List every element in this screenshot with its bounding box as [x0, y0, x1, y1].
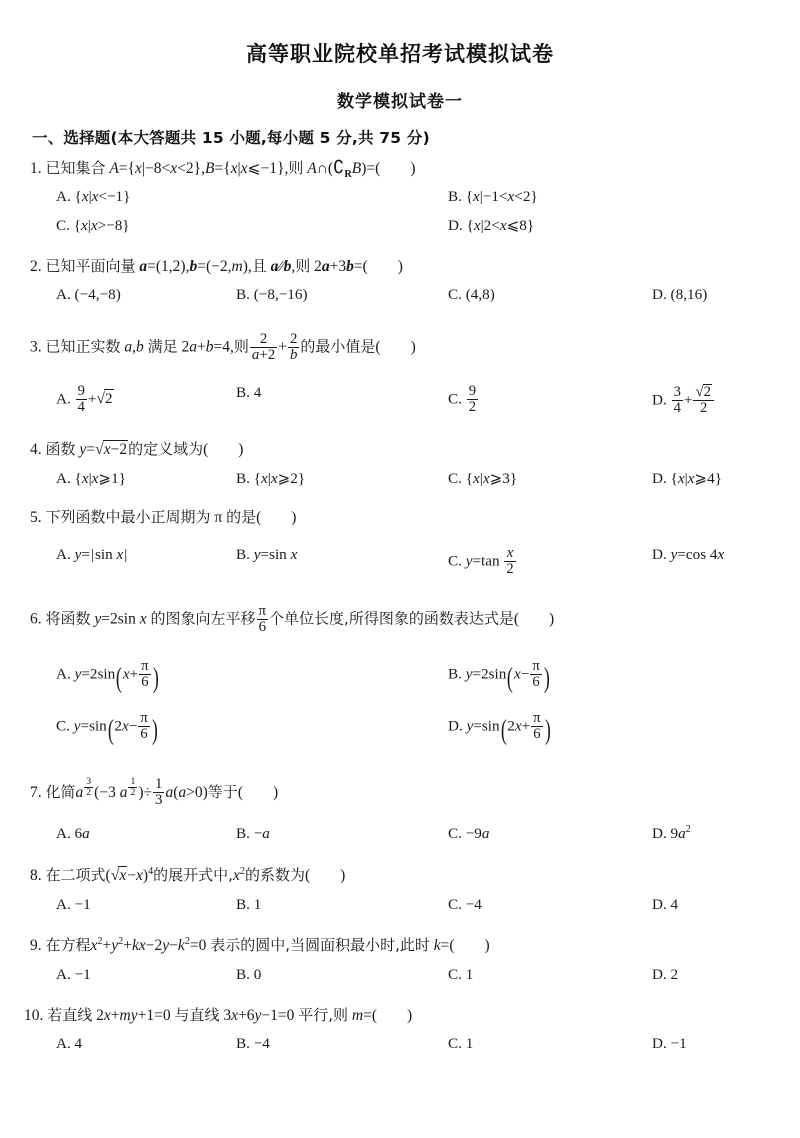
option-c[interactable]: C. −9a: [448, 824, 490, 842]
question-4-number: 4.: [30, 440, 42, 458]
option-c[interactable]: C. 1: [448, 1035, 474, 1053]
option-d[interactable]: D. $9a^2$: [652, 823, 691, 842]
option-b[interactable]: B. y=2sin(x− $\frac{\pi}{6}$ ): [448, 657, 550, 694]
option-c[interactable]: C. $\frac{9}{2}$: [448, 382, 477, 415]
question-10: [0, 1007, 800, 1066]
option-a[interactable]: A. y=2sin(x+ $\frac{\pi}{6}$ ): [56, 657, 159, 694]
question-10-stem: 10. 若直线 2x+my+1=0 与直线 3x+6y−1=0 平行,则 m=( ): [24, 1005, 413, 1024]
option-a[interactable]: A. $\frac{9}{4}$ +√2: [56, 382, 113, 415]
question-6-number: 6.: [30, 610, 42, 628]
option-c[interactable]: C. (4,8): [448, 286, 495, 304]
option-a[interactable]: A. {x|x⩾1}: [56, 469, 127, 487]
question-6-options: [56, 659, 800, 711]
question-7-options: [56, 825, 800, 855]
option-d[interactable]: D. $\frac{3}{4}$ + $\frac{√2}{2}$: [652, 384, 715, 416]
option-a[interactable]: A. 4: [56, 1035, 83, 1053]
exam-paper-page: [0, 38, 800, 1138]
question-9-number: 9.: [30, 936, 42, 954]
option-c[interactable]: C. y=tan $\frac{x}{2}$: [448, 544, 514, 577]
question-1-stem: 1. 已知集合 A={x|−8<x<2},B={x|x⩽−1},则 $A\cap(∁_RB)=$( ): [30, 157, 416, 181]
option-a[interactable]: A. 6a: [56, 824, 90, 842]
question-5-options: [56, 546, 800, 586]
question-1-number: 1.: [30, 160, 42, 177]
option-a[interactable]: A. y=|sin x|: [56, 545, 128, 563]
option-b[interactable]: B. 4: [236, 383, 262, 401]
question-5-stem: 5. 下列函数中最小正周期为 π 的是( ): [30, 507, 297, 526]
question-8-number: 8.: [30, 866, 42, 884]
option-b[interactable]: B. −4: [236, 1035, 270, 1053]
question-2-options: [56, 286, 800, 316]
option-c[interactable]: C. y=sin(2x− $\frac{\pi}{6}$ ): [56, 709, 158, 746]
question-3: [0, 332, 800, 425]
page-subtitle: 数学模拟试卷一: [337, 92, 463, 112]
question-7-number: 7.: [30, 783, 42, 801]
question-7: [0, 777, 800, 855]
option-b[interactable]: B. 1: [236, 895, 262, 913]
question-5-number: 5.: [30, 508, 42, 526]
option-d[interactable]: D. (8,16): [652, 286, 708, 304]
option-d[interactable]: D. 2: [652, 965, 679, 983]
option-d[interactable]: D. y=cos 4x: [652, 545, 725, 563]
question-8-options: [56, 896, 800, 926]
option-c[interactable]: C. −4: [448, 895, 482, 913]
option-b[interactable]: B. −a: [236, 824, 270, 842]
question-10-number: 10.: [24, 1006, 44, 1024]
question-7-stem: 7. 化简a $^{\frac{3}{2}}$ (−3 a $^{\frac{1}{2}}$ )÷ $\frac{1}{3}$ a(a>0)等于( ): [30, 775, 279, 809]
question-5: [0, 509, 800, 586]
option-a[interactable]: A. (−4,−8): [56, 286, 121, 304]
question-8: [0, 866, 800, 926]
question-1-options-2: [56, 217, 800, 246]
question-10-options: [56, 1035, 800, 1065]
question-6-options-2: [56, 711, 800, 763]
option-c[interactable]: C. {x|x>−8}: [56, 216, 130, 234]
option-d[interactable]: D. 4: [652, 895, 679, 913]
question-9-options: [56, 966, 800, 996]
question-8-stem: 8. 在二项式$(√x-x)^4$的展开式中$,x^2$的系数为( ): [30, 865, 346, 884]
option-b[interactable]: B. {x|−1<x<2}: [448, 187, 538, 205]
question-2: [0, 258, 800, 317]
question-2-stem: 2. 已知平面向量 a=(1,2),b=(−2,m),且 a∕∕b,则 2a+3b=( ): [30, 256, 403, 275]
question-1-options: [56, 188, 800, 217]
option-a[interactable]: A. −1: [56, 895, 91, 913]
question-3-options: [56, 384, 800, 426]
question-6-stem: 6. 将函数 y=2sin x 的图象向左平移 $\frac{\pi}{6}$ 个单位长度,所得图象的函数表达式是( ): [30, 602, 555, 635]
option-d[interactable]: D. −1: [652, 1035, 687, 1053]
option-a[interactable]: A. −1: [56, 965, 91, 983]
option-a[interactable]: A. {x|x<−1}: [56, 187, 131, 205]
question-9-stem: 9. 在方程$x^2+y^2+kx-2y-k^2=0$ 表示的圆中,当圆面积最小时,此时 k=( ): [30, 935, 490, 954]
question-4-options: [56, 470, 800, 500]
option-c[interactable]: C. {x|x⩾3}: [448, 469, 518, 487]
question-3-number: 3.: [30, 338, 42, 356]
option-b[interactable]: B. {x|x⩾2}: [236, 469, 306, 487]
question-9: [0, 937, 800, 996]
page-title: 高等职业院校单招考试模拟试卷: [246, 42, 554, 66]
option-b[interactable]: B. (−8,−16): [236, 286, 308, 304]
option-d[interactable]: D. {x|x⩾4}: [652, 469, 723, 487]
question-4-stem: 4. 函数 y=√x−2的定义域为( ): [30, 439, 244, 458]
section-heading-multiple-choice: 一、选择题(本大答题共 15 小题,每小题 5 分,共 75 分): [32, 129, 430, 147]
option-d[interactable]: D. y=sin(2x+ $\frac{\pi}{6}$ ): [448, 709, 551, 746]
question-3-stem: 3. 已知正实数 a,b 满足 2a+b=4,则 $\frac{2}{a+2}$ + $\frac{2}{b}$ 的最小值是( ): [30, 331, 416, 364]
option-b[interactable]: B. 0: [236, 965, 262, 983]
option-d[interactable]: D. {x|2<x⩽8}: [448, 216, 535, 234]
question-6: [0, 604, 800, 763]
question-1: [0, 158, 800, 246]
question-2-number: 2.: [30, 257, 42, 275]
option-c[interactable]: C. 1: [448, 965, 474, 983]
question-4: [0, 440, 800, 500]
option-b[interactable]: B. y=sin x: [236, 545, 298, 563]
